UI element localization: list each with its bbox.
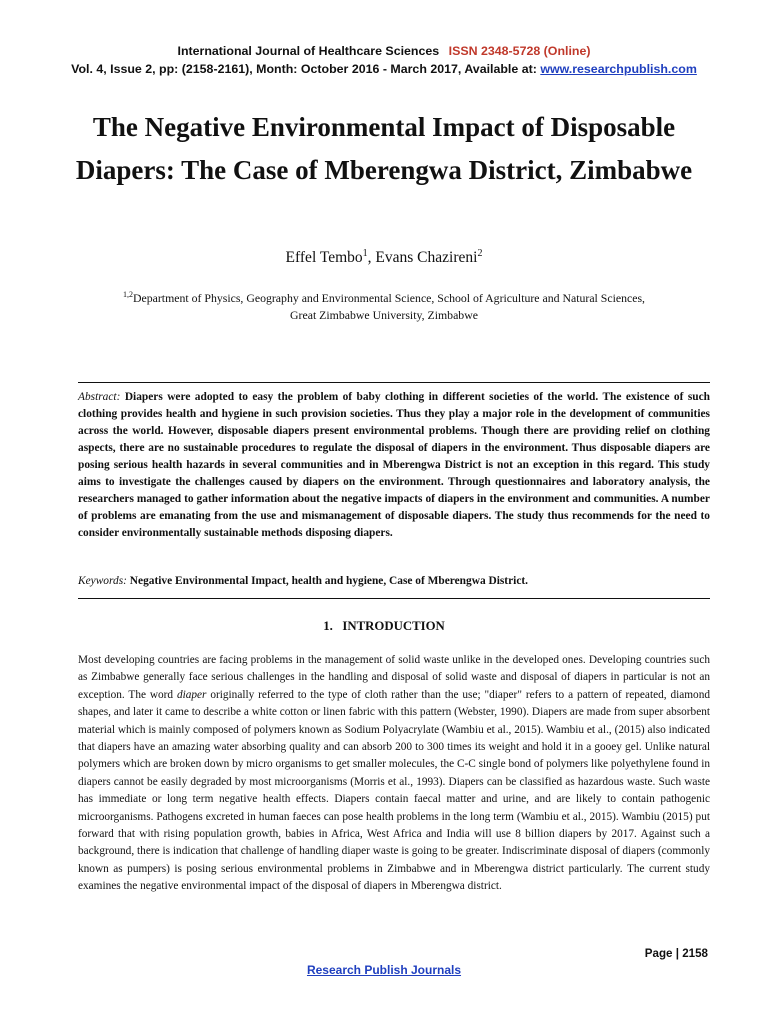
journal-header	[0, 44, 768, 58]
author-1: Effel Tembo	[285, 249, 363, 267]
intro-paragraph	[78, 652, 710, 896]
author-1-affiliation-mark: 1	[362, 248, 368, 259]
intro-emphasis-term: diaper	[176, 688, 207, 701]
intro-text-part-2: originally referred to the type of cloth rather than the use; "diaper" refers to a pattern of repeated, diamond shapes, and later it came to describe a white cotton or linen fabric with this pattern (Webster, 1990). Diapers are made from super absorbent material which is mainly composed of polymers known as Sodium Polyacrylate (Wambiu et al., 2015). Wambiu et al., (2015) also indicated that diapers have an amazing water absorbing quality and can absorb 200 to 300 times its weight and hold it in a gooey gel. Unlike natural polymers which are broken down by micro organisms to get smaller molecules, the C-C single bond of polymers like polyethylene found in diapers cannot be easily degraded by most microorganisms (Morris et al., 1993). Diapers can be classified as hazardous waste. Such waste has immediate or long term negative health effects. Diapers contain faecal matter and urine, and are likely to contain pathogenic microorganisms. Pathogens excreted in human faeces can pose health problems in the long term (Wambiu et al., 2015). Wambiu (2015) put forward that with rising population growth, babies in Africa, West Africa and India will use 8 billion diapers by 2017. Against such a background, there is indication that challenge of handling diaper waste is going to be greater. Indiscriminate disposal of diapers (commonly known as pumpers) is posing serious environmental problems in Zimbabwe and in Mberengwa district particularly. The current study examines the negative environmental impact of the disposal of diapers in Mberengwa district.	[78, 688, 710, 893]
issue-info: Vol. 4, Issue 2, pp: (2158-2161), Month: October 2016 - March 2017, Available at:	[71, 62, 537, 76]
affiliation	[60, 286, 708, 324]
abstract-bottom-rule	[78, 598, 710, 599]
abstract-top-rule	[78, 382, 710, 383]
affiliation-line-1: Department of Physics, Geography and Environmental Science, School of Agriculture and Natural Sciences,	[132, 290, 646, 305]
website-link[interactable]: www.researchpublish.com	[540, 62, 697, 76]
paper-title: The Negative Environmental Impact of Disposable Diapers: The Case of Mberengwa District, Zimbabwe	[75, 112, 693, 185]
abstract-block	[78, 389, 710, 542]
abstract-text: Diapers were adopted to easy the problem of baby clothing in different societies of the world. The existence of such clothing provides health and hygiene in such provision societies. Thus they play a major role in the development of communities across the world. However, disposable diapers present environmental problems. Though there are providing relief on clothing aspects, there are no sustainable procedures to regulate the disposal of diapers in the environment. Thus disposable diapers are posing serious health hazards in several communities and in Mberengwa District is not an exception in this regard. This study aims to investigate the challenges caused by diapers on the environment. Through questionnaires and laboratory analysis, the researchers managed to gather information about the negative impacts of diapers in the environment and communities. A number of problems are emanating from the use and mismanagement of disposable diapers. The study thus recommends for the need to consider environmentally sustainable methods disposing diapers.	[78, 391, 710, 539]
issue-info-line	[0, 62, 768, 76]
author-separator: ,	[367, 249, 376, 267]
journal-name: International Journal of Healthcare Sciences	[177, 44, 440, 58]
publisher-link[interactable]: Research Publish Journals	[306, 963, 462, 977]
keywords-block	[78, 573, 710, 590]
issn-label: ISSN 2348-5728 (Online)	[448, 44, 591, 58]
section-heading: 1. INTRODUCTION	[323, 619, 445, 633]
footer	[0, 963, 768, 977]
page-number: Page | 2158	[644, 947, 708, 960]
intro-text-part-1: Most developing countries are facing problems in the management of solid waste unlike in the developed ones. Developing countries such as Zimbabwe generally face serious challenges in the handling and disposal of solid waste and disposal of diapers in particular is not an exception. The word	[78, 654, 710, 701]
abstract-label: Abstract:	[78, 391, 121, 403]
author-2: Evans Chazireni	[375, 249, 478, 267]
keywords-text: Negative Environmental Impact, health and hygiene, Case of Mberengwa District.	[129, 575, 529, 587]
keywords-label: Keywords:	[78, 575, 127, 587]
authors-line	[0, 248, 768, 267]
affiliation-mark: 1,2	[122, 290, 133, 299]
affiliation-line-2: Great Zimbabwe University, Zimbabwe	[290, 307, 478, 322]
author-2-affiliation-mark: 2	[477, 248, 483, 259]
